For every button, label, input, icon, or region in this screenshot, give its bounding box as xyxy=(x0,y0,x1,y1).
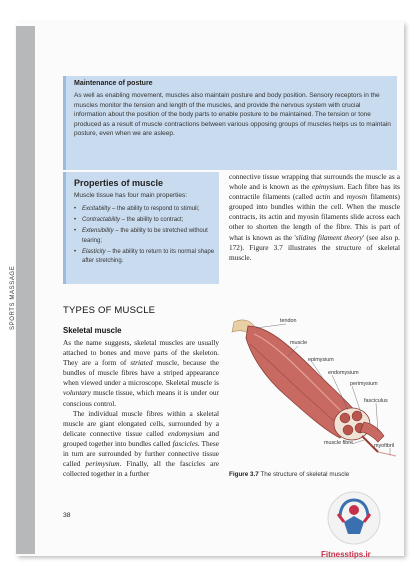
label-myofibril: myofibril xyxy=(374,443,395,449)
muscle-structure-figure xyxy=(228,312,403,462)
posture-box xyxy=(63,76,397,170)
posture-body: As well as enabling movement, muscles also maintain posture and body position. Sensory receptors in the muscles monitor the tension and length of the muscles, and provide the nervous system with crucial information about the position of the body parts to enable posture to be maintained. The tension or tone produced as a result of muscle contractions between various opposing groups of muscles helps us to maintain posture, even when we are asleep. xyxy=(74,92,391,138)
page-number: 38 xyxy=(63,512,71,519)
property-item: • Contractability – the ability to contract; xyxy=(74,216,216,225)
fascicle-shape xyxy=(352,411,362,421)
watermark-text: Fitnesstips.ir xyxy=(321,550,371,559)
property-item: • Excitability – the ability to respond to stimuli; xyxy=(74,205,216,214)
paragraph: As the name suggests, skeletal muscles are usually attached to bones and move parts of the skeleton. They are a form of striated muscle, because the bundles of muscle fibres have a striped appearance when viewed under a microscope. Skeletal muscle is voluntary muscle tissue, which means it is under our conscious control. xyxy=(63,338,219,408)
label-tendon: tendon xyxy=(280,318,297,324)
muscle-diagram xyxy=(228,312,403,462)
label-epimysium: epimysium xyxy=(308,357,334,363)
side-tab xyxy=(16,26,35,554)
fascicle-shape xyxy=(343,425,353,435)
properties-intro: Muscle tissue has four main properties: xyxy=(74,192,188,199)
label-fasciculus: fasciculus xyxy=(364,398,388,404)
figure-caption: Figure 3.7 The structure of skeletal muscle xyxy=(229,471,350,478)
paragraph: The individual muscle fibres within a skeletal muscle are giant elongated cells, surrounded by a delicate connective tissue called endomysium and grouped together into bundles called fascicles. These in turn are surrounded by further connective tissue called perimysium. Finally, all the fascicles are collected together in a further xyxy=(63,408,219,479)
fascicle-shape xyxy=(340,413,350,423)
side-label: SPORTS MASSAGE xyxy=(10,265,16,330)
subsection-title: Skeletal muscle xyxy=(63,326,122,335)
label-endomysium: endomysium xyxy=(328,370,359,376)
property-item: • Extensibility – the ability to be stretched without tearing; xyxy=(74,227,216,245)
properties-title: Properties of muscle xyxy=(74,178,164,188)
label-muscle: muscle xyxy=(290,340,308,346)
section-title: TYPES OF MUSCLE xyxy=(63,305,156,316)
label-muscle-fibre: muscle fibre xyxy=(324,440,354,446)
label-perimysium: perimysium xyxy=(350,381,378,387)
left-column-text xyxy=(63,338,219,479)
myofibril-shape xyxy=(378,452,396,456)
properties-box xyxy=(63,172,219,284)
right-column-text: connective tissue wrapping that surrounds the muscle as a whole and is known as the epimysium. Each fibre has its contractile filaments (called actin and myosin filaments) grouped into bundles within the cell. When the muscle contracts, its actin and myosin filaments slide across each other to shorten the length of the fibre. This is part of what is known as the 'sliding filament theory' (see also p. 172). Figure 3.7 illustrates the structure of skeletal muscle. xyxy=(229,172,401,262)
posture-title: Maintenance of posture xyxy=(74,80,153,87)
properties-list xyxy=(74,205,216,268)
property-item: • Elasticity – the ability to return to its normal shape after stretching. xyxy=(74,248,216,266)
